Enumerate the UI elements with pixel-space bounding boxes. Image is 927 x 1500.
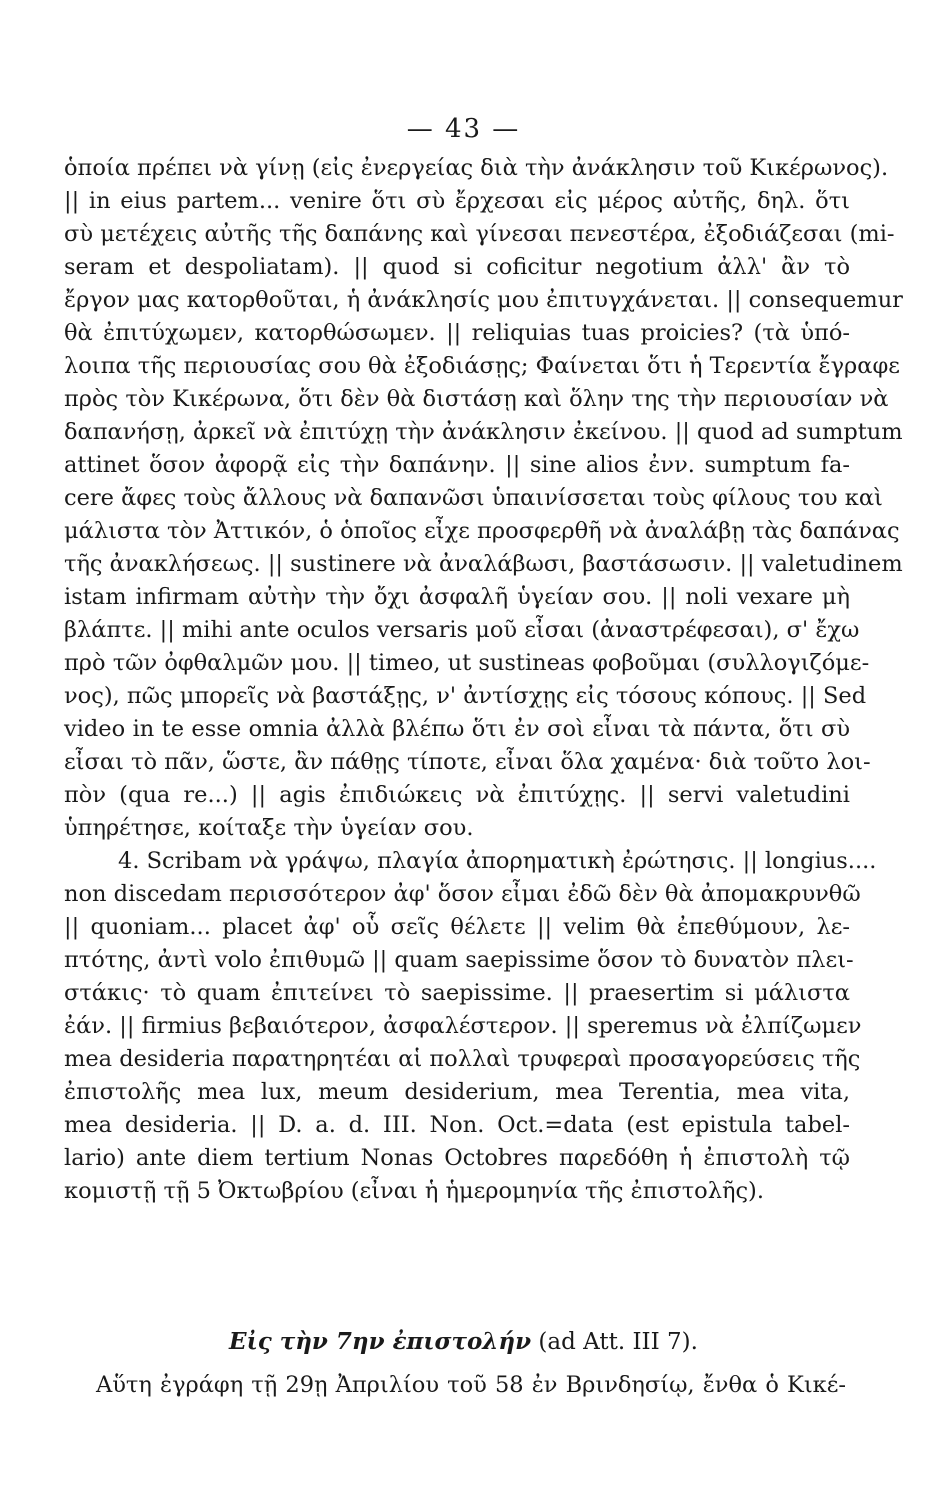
text-line: seram et despoliatam). || quod si coficitur negotium ἀλλ' ἂν τὸ: [64, 254, 850, 280]
section-heading-title: Εἰς τὴν 7ην ἐπιστολήν: [229, 1328, 532, 1355]
text-line: λοιπα τῆς περιουσίας σου θὰ ἐξοδιάσῃς; Φαίνεται ὅτι ἡ Τερεντία ἔγραφε: [64, 353, 900, 379]
text-line: video in te esse omnia ἀλλὰ βλέπω ὅτι ἐν σοὶ εἶναι τὰ πάντα, ὅτι σὺ: [64, 716, 850, 742]
text-line: ἐάν. || firmius βεβαιότερον, ἀσφαλέστερον. || speremus νὰ ἐλπίζωμεν: [64, 1013, 862, 1039]
text-line: στάκις· τὸ quam ἐπιτείνει τὸ saepissime. || praesertim si μάλιστα: [64, 980, 850, 1006]
text-line: δαπανήσῃ, ἀρκεῖ νὰ ἐπιτύχῃ τὴν ἀνάκλησιν ἐκείνου. || quod ad sumptum: [64, 419, 903, 445]
text-line: cere ἄφες τοὺς ἄλλους νὰ δαπανῶσι ὑπαινίσσεται τοὺς φίλους του καὶ: [64, 485, 883, 511]
section-heading: [0, 1328, 927, 1355]
text-line: ὁποία πρέπει νὰ γίνῃ (εἰς ἐνεργείας διὰ τὴν ἀνάκλησιν τοῦ Κικέρωνος).: [64, 155, 889, 181]
text-line: σὺ μετέχεις αὐτῆς τῆς δαπάνης καὶ γίνεσαι πενεστέρα, ἐξοδιάζεσαι (mi-: [64, 221, 895, 247]
text-line: attinet ὅσον ἀφορᾷ εἰς τὴν δαπάνην. || sine alios ἐνν. sumptum fa-: [64, 452, 850, 478]
page-number: — 43 —: [406, 114, 521, 144]
paragraph-start-line: 4. Scribam νὰ γράψω, πλαγία ἀπορηματικὴ ἐρώτησις. || longius....: [118, 848, 877, 874]
text-line: θὰ ἐπιτύχωμεν, κατορθώσωμεν. || reliquias tuas proicies? (τὰ ὑπό-: [64, 320, 850, 346]
text-line: ἐπιστολῆς mea lux, meum desiderium, mea Terentia, mea vita,: [64, 1079, 850, 1105]
text-line: mea desideria παρατηρητέαι αἱ πολλαὶ τρυφεραὶ προσαγορεύσεις τῆς: [64, 1046, 861, 1072]
text-line: πτότης, ἀντὶ volo ἐπιθυμῶ || quam saepissime ὅσον τὸ δυνατὸν πλει-: [64, 947, 854, 973]
text-line: ὑπηρέτησε, κοίταξε τὴν ὑγείαν σου.: [64, 815, 474, 841]
text-line: lario) ante diem tertium Nonas Octobres παρεδόθη ἡ ἐπιστολὴ τῷ: [64, 1145, 850, 1171]
text-line: istam infirmam αὐτὴν τὴν ὄχι ἀσφαλῆ ὑγείαν σου. || noli vexare μὴ: [64, 584, 850, 610]
text-line: κομιστῇ τῇ 5 Ὀκτωβρίου (εἶναι ἡ ἡμερομηνία τῆς ἐπιστολῆς).: [64, 1178, 764, 1204]
text-line: εἶσαι τὸ πᾶν, ὥστε, ἂν πάθῃς τίποτε, εἶναι ὅλα χαμένα· διὰ τοῦτο λοι-: [64, 749, 871, 775]
text-line: mea desideria. || D. a. d. III. Non. Oct.=data (est epistula tabel-: [64, 1112, 850, 1138]
text-line: πρὸ τῶν ὀφθαλμῶν μου. || timeo, ut sustineas φοβοῦμαι (συλλογιζόμε-: [64, 650, 870, 676]
section-heading-reference: (ad Att. III 7).: [531, 1329, 698, 1355]
text-line: βλάπτε. || mihi ante oculos versaris μοῦ εἶσαι (ἀναστρέφεσαι), σ' ἔχω: [64, 617, 860, 643]
text-line: || in eius partem... venire ὅτι σὺ ἔρχεσαι εἰς μέρος αὐτῆς, δηλ. ὅτι: [64, 188, 850, 214]
text-line: non discedam περισσότερον ἀφ' ὅσον εἶμαι ἐδῶ δὲν θὰ ἀπομακρυνθῶ: [64, 881, 861, 907]
text-line: πὸν (qua re...) || agis ἐπιδιώκεις νὰ ἐπιτύχῃς. || servi valetudini: [64, 782, 850, 808]
text-line: μάλιστα τὸν Ἀττικόν, ὁ ὁποῖος εἶχε προσφερθῆ νὰ ἀναλάβῃ τὰς δαπάνας: [64, 518, 900, 544]
text-line: ἔργον μας κατορθοῦται, ἡ ἀνάκλησίς μου ἐπιτυγχάνεται. || consequemur: [64, 287, 903, 313]
final-text-line: Αὕτη ἐγράφη τῇ 29ῃ Ἀπριλίου τοῦ 58 ἐν Βρινδησίῳ, ἔνθα ὁ Κικέ-: [96, 1372, 846, 1398]
text-line: νος), πῶς μπορεῖς νὰ βαστάξῃς, ν' ἀντίσχῃς εἰς τόσους κόπους. || Sed: [64, 683, 867, 709]
text-line: πρὸς τὸν Κικέρωνα, ὅτι δὲν θὰ διστάσῃ καὶ ὅλην της τὴν περιουσίαν νὰ: [64, 386, 889, 412]
text-line: || quoniam... placet ἀφ' οὗ σεῖς θέλετε || velim θὰ ἐπεθύμουν, λε-: [64, 914, 850, 940]
body-text: [64, 152, 903, 1208]
text-line: τῆς ἀνακλήσεως. || sustinere νὰ ἀναλάβωσι, βαστάσωσιν. || valetudinem: [64, 551, 903, 577]
